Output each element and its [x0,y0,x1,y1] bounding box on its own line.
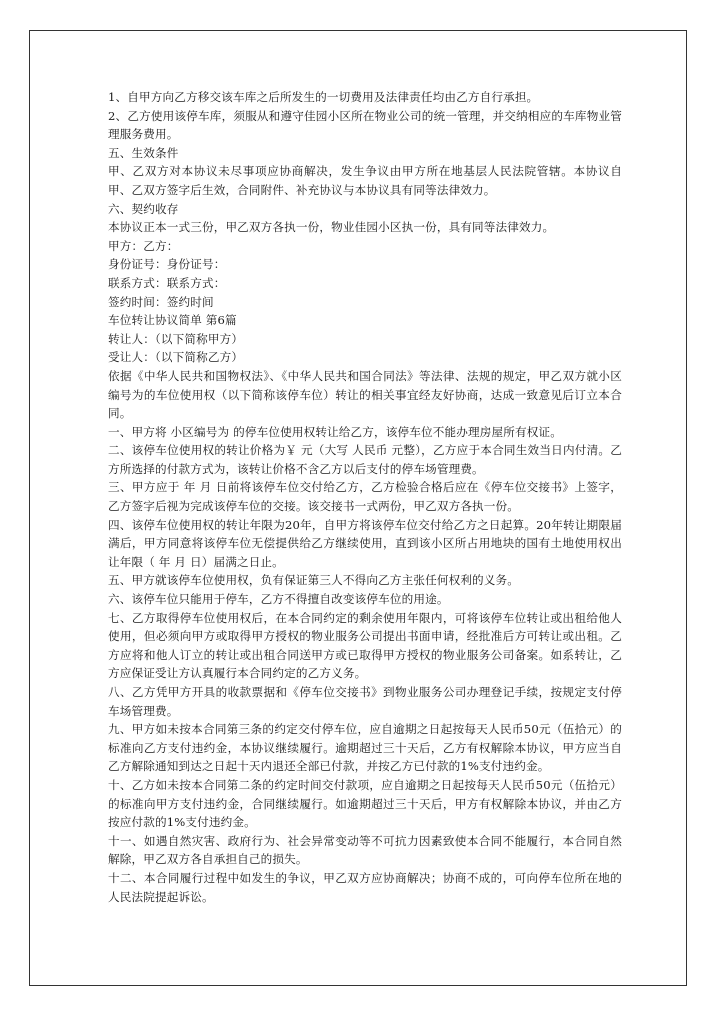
article-6: 六、该停车位只能用于停车，乙方不得擅自改变该停车位的用途。 [108,592,449,607]
article-5: 五、甲方就该停车位使用权，负有保证第三人不得向乙方主张任何权利的义务。 [108,573,520,588]
section-heading-storage: 六、契约收存 [108,201,179,216]
signature-dates: 签约时间：签约时间 [108,294,214,309]
article-12: 十二、本合同履行过程中如发生的争议，甲乙双方应协商解决；协商不成的，可向停车位所在地的人民法院提起诉讼。 [108,870,622,904]
article-8: 八、乙方凭甲方开具的收款票据和《停车位交接书》到物业服务公司办理登记手续，按规定支付停车场管理费。 [108,685,622,718]
article-4: 四、该停车位使用权的转让年限为20年，自甲方将该停车位交付给乙方之日起算。20年转让期限届满后，甲方同意将该停车位无偿提供给乙方继续使用，直到该小区所占用地块的国有土地使用权出让年限（ 年 月 日）届满之日止。 [108,517,622,569]
transferor-line: 转让人：（以下简称甲方） [108,331,244,346]
article-2: 二、该停车位使用权的转让价格为￥ 元（大写 人民币 元整），乙方应于本合同生效当日内付清。乙方所选择的付款方式为，该转让价格不含乙方以后支付的停车场管理费。 [108,443,622,476]
article-3: 三、甲方应于 年 月 日前将该停车位交付给乙方，乙方检验合格后应在《停车位交接书》上签字，乙方签字后视为完成该停车位的交接。该交接书一式两份，甲乙双方各执一份。 [108,480,622,514]
transferee-line: 受让人：（以下简称乙方） [108,350,244,365]
signature-id-numbers: 身份证号：身份证号： [108,257,226,272]
signature-parties: 甲方：乙方： [108,238,179,253]
paragraph-clause-1: 1、自甲方向乙方移交该车库之后所发生的一切费用及法律责任均由乙方自行承担。 [108,90,539,104]
article-11: 十一、如遇自然灾害、政府行为、社会异常变动等不可抗力因素致使本合同不能履行，本合同自然解除，甲乙双方各自承担自己的损失。 [108,833,622,867]
section-heading-effect: 五、生效条件 [108,145,179,160]
signature-contacts: 联系方式：联系方式： [108,275,226,290]
paragraph-clause-2: 2、乙方使用该停车库，须服从和遵守佳园小区所在物业公司的统一管理，并交纳相应的车库物业管理服务费用。 [108,108,622,142]
article-7: 七、乙方取得停车位使用权后，在本合同约定的剩余使用年限内，可将该停车位转让或出租给他人使用，但必须向甲方或取得甲方授权的物业服务公司提出书面申请，经批准后方可转让或出租。乙方应将和他人订立的转让或出租合同送甲方或已取得甲方授权的物业服务公司备案。如系转让，乙方应保证受让方认真履行本合同约定的乙方义务。 [108,610,622,681]
article-9: 九、甲方如未按本合同第三条的约定交付停车位，应自逾期之日起按每天人民币50元（伍拾元）的标准向乙方支付违约金，本协议继续履行。逾期超过三十天后，乙方有权解除本协议，甲方应当自乙方解除通知到达之日起十天内退还全部已付款，并按乙方已付款的1%支付违约金。 [108,722,622,774]
document-subtitle: 车位转让协议简单 第6篇 [108,313,237,328]
paragraph-preamble: 依据《中华人民共和国物权法》、《中华人民共和国合同法》等法律、法规的规定，甲乙双方就小区编号为的车位使用权（以下简称该停车位）转让的相关事宜经友好协商，达成一致意见后订立本合同。 [108,368,622,421]
paragraph-storage: 本协议正本一式三份，甲乙双方各执一份，物业佳园小区执一份，具有同等法律效力。 [108,220,555,235]
article-1: 一、甲方将 小区编号为 的停车位使用权转让给乙方，该停车位不能办理房屋所有权证。 [108,424,562,439]
document-body [108,88,622,906]
article-10: 十、乙方如未按本合同第二条的约定时间交付款项，应自逾期之日起按每天人民币50元（伍拾元）的标准向甲方支付违约金，合同继续履行。如逾期超过三十天后，甲方有权解除本协议，并由乙方按应付款的1%支付违约金。 [108,777,622,830]
paragraph-effect: 甲、乙双方对本协议未尽事项应协商解决，发生争议由甲方所在地基层人民法院管辖。本协议自甲、乙双方签字后生效，合同附件、补充协议与本协议具有同等法律效力。 [108,164,622,197]
